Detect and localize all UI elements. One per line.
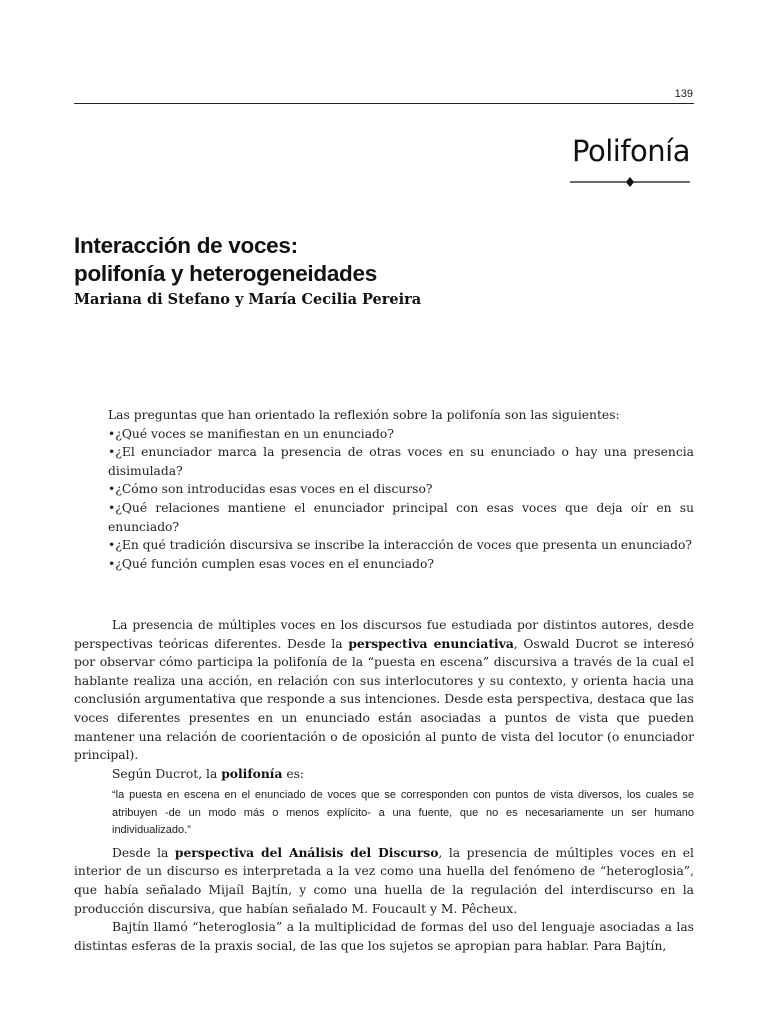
question-item: •¿Qué voces se manifiestan en un enunciado?	[108, 426, 394, 441]
term-perspectiva-enunciativa: perspectiva enunciativa	[348, 635, 514, 651]
paragraph-1: La presencia de múltiples voces en los discursos fue estudiada por distintos autores, desde perspectivas teóricas diferentes. Desde la perspectiva enunciativa, Oswald Ducrot se interesó por observar cómo participa la polifonía de la “puesta en escena” discursiva a través de la cual el hablante realiza una acción, en relación con sus interlocutores y su contexto, y orienta hacia una conclusión argumentativa que responde a sus intenciones. Desde esta perspectiva, destaca que las voces diferentes presentes en un enunciado están asociadas a puntos de vista que pueden mantener una relación de coorientación o de oposición al punto de vista del locutor (o enunciador principal).	[74, 618, 695, 763]
body-text	[74, 616, 694, 955]
question-item: •¿El enunciador marca la presencia de otras voces en su enunciado o hay una presencia disimulada?	[108, 445, 694, 478]
ducrot-quote: “la puesta en escena en el enunciado de voces que se corresponden con puntos de vista diversos, los cuales se atribuyen -de un modo más o menos explícito- a una fuente, que no es necesariamente un ser humano individualizado.”	[112, 789, 694, 837]
term-polifonia: polifonía	[221, 765, 283, 781]
page-number: 139	[674, 88, 693, 100]
article-authors: Mariana di Stefano y María Cecilia Pereira	[74, 291, 422, 308]
section-title: Polifonía	[572, 134, 690, 168]
question-item: •¿Cómo son introducidas esas voces en el discurso?	[108, 482, 433, 497]
paragraph-4: Bajtín llamó “heteroglosia” a la multiplicidad de formas del uso del lenguaje asociadas a las distintas esferas de la praxis social, de las que los sujetos se apropian para hablar. Para Bajtín,	[74, 920, 694, 953]
questions-list	[74, 406, 694, 573]
header-rule	[74, 103, 694, 104]
paragraph-3: Desde la perspectiva del Análisis del Discurso, la presencia de múltiples voces en el interior de un discurso es interpretada a la vez como una huella del fenómeno de “heteroglosia”, que había señalado Mijaíl Bajtín, y como una huella de la regulación del interdiscurso en la producción discursiva, que habían señalado M. Foucault y M. Pêcheux.	[74, 844, 694, 916]
article-title	[74, 232, 377, 288]
article-title-line-2: polifonía y heterogeneidades	[74, 261, 377, 286]
diamond-ornament-icon	[570, 176, 690, 188]
term-analisis-del-discurso: perspectiva del Análisis del Discurso	[174, 844, 439, 860]
article-title-line-1: Interacción de voces:	[74, 233, 298, 258]
question-item: •¿En qué tradición discursiva se inscribe la interacción de voces que presenta un enunciado?	[108, 538, 692, 553]
paragraph-2: Según Ducrot, la polifonía es:	[112, 765, 305, 781]
question-item: •¿Qué función cumplen esas voces en el enunciado?	[108, 556, 435, 571]
questions-intro: Las preguntas que han orientado la reflexión sobre la polifonía son las siguientes:	[108, 408, 620, 422]
question-item: •¿Qué relaciones mantiene el enunciador principal con esas voces que deja oír en su enunciado?	[108, 500, 694, 534]
